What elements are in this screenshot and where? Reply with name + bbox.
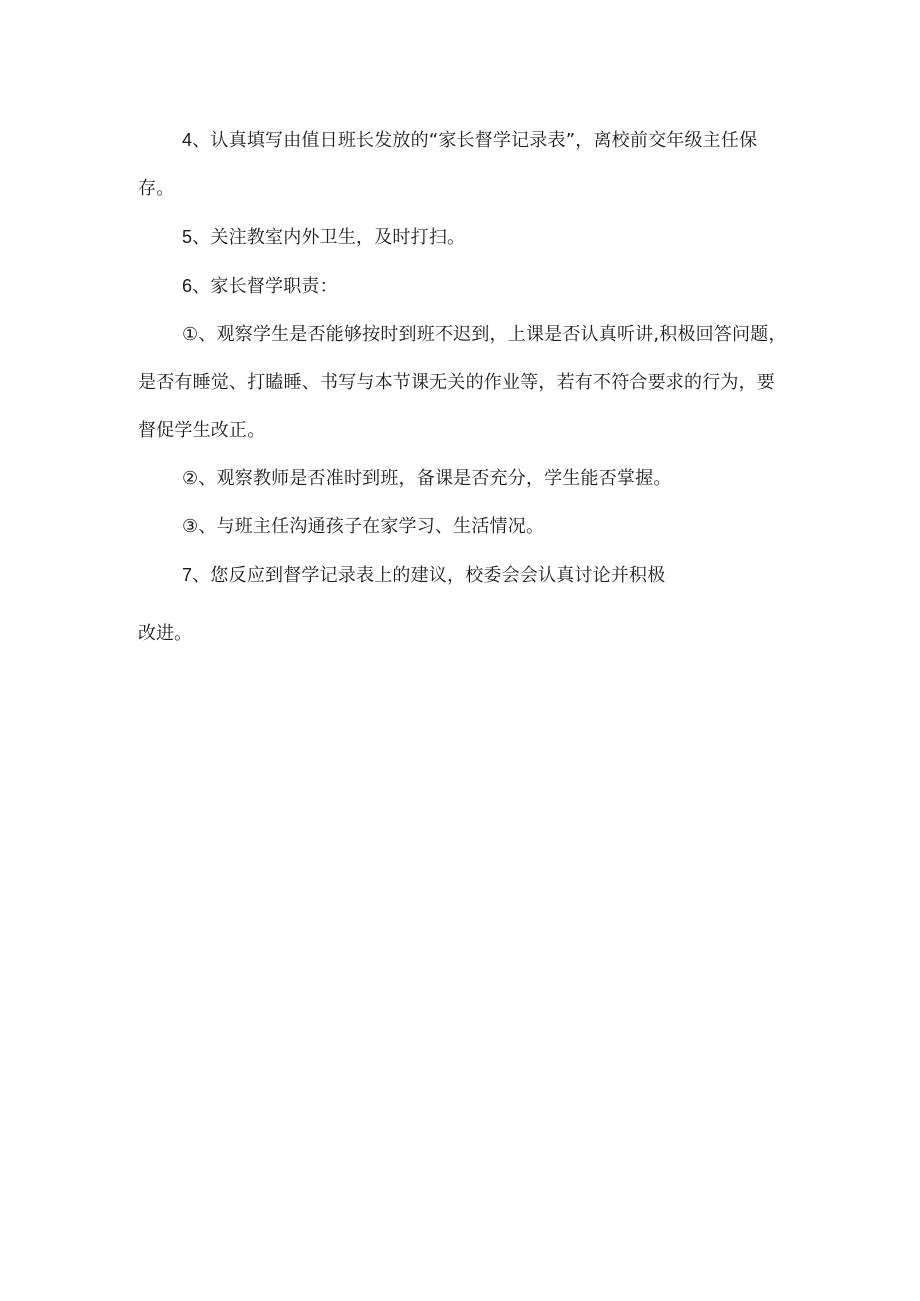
item-number: 5: [182, 227, 193, 247]
item-number: 6: [182, 276, 193, 296]
paragraph-text: 、观察教师是否准时到班，备课是否充分，学生能否掌握。: [198, 468, 672, 489]
paragraph-text: 、认真填写由值日班长发放的“家长督学记录表”，离校前交年级主任保存。: [138, 130, 758, 199]
paragraph-5: [138, 213, 788, 262]
paragraph-text: 、您反应到督学记录表上的建议，校委会会认真讨论并积极: [192, 565, 666, 586]
paragraph-sub-1: [138, 311, 788, 455]
paragraph-sub-2: [138, 455, 788, 503]
paragraph-text: 、与班主任沟通孩子在家学习、生活情况。: [198, 516, 545, 537]
paragraph-7-continuation: 改进。: [138, 623, 192, 644]
paragraph-6: [138, 262, 788, 311]
paragraph-sub-3: [138, 503, 788, 551]
item-number: 4: [182, 130, 193, 150]
paragraph-4: [138, 116, 788, 213]
document-body: [138, 116, 788, 658]
item-number: ②: [182, 468, 199, 489]
item-number: ③: [182, 516, 199, 537]
paragraph-text: 、家长督学职责：: [192, 276, 338, 297]
paragraph-text: 、关注教室内外卫生，及时打扫。: [192, 227, 466, 248]
paragraph-7: [138, 551, 788, 600]
item-number: ①: [182, 324, 199, 345]
paragraph-text: 、观察学生是否能够按时到班不迟到，上课是否认真听讲,积极回答问题，是否有睡觉、打瞌睡、书写与本节课无关的作业等，若有不符合要求的行为，要督促学生改正。: [138, 324, 787, 441]
item-number: 7: [182, 565, 193, 585]
